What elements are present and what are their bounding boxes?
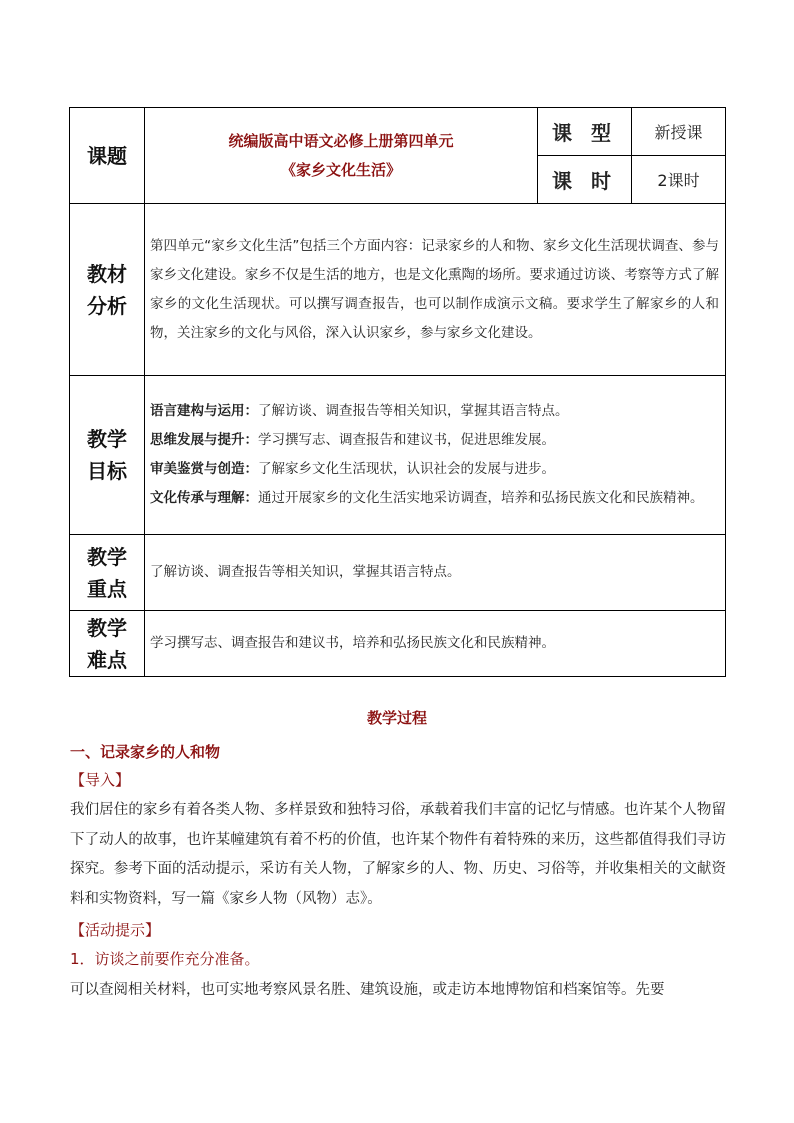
section-heading: 一、记录家乡的人和物 — [70, 743, 221, 761]
intro-paragraph: 我们居住的家乡有着各类人物、多样景致和独特习俗，承载着我们丰富的记忆与情感。也许某个人物留下了动人的故事，也许某幢建筑有着不朽的价值，也许某个物件有着特殊的来历，这些都值得我们寻访探究。参考下面的活动提示，采访有关人物，了解家乡的人、物、历史、习俗等，并收集相关的文献资料和实物资料，写一篇《家乡人物（风物）志》。 — [70, 802, 726, 907]
lesson-title-line2: 《家乡文化生活》 — [280, 160, 401, 179]
class-hours-value: 2课时 — [632, 156, 726, 204]
label-topic — [70, 108, 145, 204]
analysis-label-b: 分析 — [87, 293, 127, 318]
goal-item — [150, 397, 719, 426]
goals-list — [145, 376, 726, 535]
step-heading: 1．访谈之前要作充分准备。 — [70, 950, 260, 968]
focus-label-b: 重点 — [87, 576, 127, 601]
row-goals — [70, 376, 726, 535]
difficulty-text: 学习撰写志、调查报告和建议书，培养和弘扬民族文化和民族精神。 — [145, 611, 726, 677]
class-hours-label: 课 时 — [538, 156, 632, 204]
label-difficulty — [70, 611, 145, 677]
goal-text: 了解家乡文化生活现状，认识社会的发展与进步。 — [258, 461, 555, 477]
goal-item — [150, 455, 719, 484]
row-title — [70, 108, 726, 156]
goal-key: 审美鉴赏与创造： — [150, 461, 258, 477]
difficulty-label-b: 难点 — [87, 647, 127, 672]
focus-text: 了解访谈、调查报告等相关知识，掌握其语言特点。 — [145, 535, 726, 611]
class-type-label: 课 型 — [538, 108, 632, 156]
lesson-title-line1: 统编版高中语文必修上册第四单元 — [228, 131, 454, 150]
lesson-plan-table — [69, 107, 726, 677]
class-type-value: 新授课 — [632, 108, 726, 156]
goal-text: 通过开展家乡的文化生活实地采访调查，培养和弘扬民族文化和民族精神。 — [258, 490, 704, 506]
focus-label-a: 教学 — [87, 544, 127, 569]
goals-label-b: 目标 — [87, 459, 127, 483]
goals-label-a: 教学 — [87, 427, 127, 451]
label-analysis — [70, 204, 145, 376]
tips-tag: 【活动提示】 — [70, 921, 161, 939]
goal-text: 学习撰写志、调查报告和建议书，促进思维发展。 — [258, 432, 555, 448]
goal-item — [150, 426, 719, 455]
lesson-title — [145, 108, 538, 204]
intro-tag: 【导入】 — [70, 771, 131, 789]
row-focus — [70, 535, 726, 611]
analysis-label-a: 教材 — [87, 261, 127, 286]
row-analysis — [70, 204, 726, 376]
row-difficulty — [70, 611, 726, 677]
goal-key: 思维发展与提升： — [150, 432, 258, 448]
label-goals — [70, 376, 145, 535]
goal-key: 语言建构与运用： — [150, 403, 258, 419]
analysis-text: 第四单元“家乡文化生活”包括三个方面内容：记录家乡的人和物、家乡文化生活现状调查、参与家乡文化建设。家乡不仅是生活的地方，也是文化熏陶的场所。要求通过访谈、考察等方式了解家乡的文化生活现状。可以撰写调查报告，也可以制作成演示文稿。要求学生了解家乡的人和物，关注家乡的文化与风俗，深入认识家乡，参与家乡文化建设。 — [145, 204, 726, 376]
label-focus — [70, 535, 145, 611]
goal-text: 了解访谈、调查报告等相关知识，掌握其语言特点。 — [258, 403, 569, 419]
goal-item — [150, 484, 719, 513]
topic-label-text: 课题 — [87, 143, 127, 168]
process-title: 教学过程 — [366, 709, 427, 727]
step-paragraph: 可以查阅相关材料，也可实地考察风景名胜、建筑设施，或走访本地博物馆和档案馆等。先要 — [70, 982, 665, 998]
goal-key: 文化传承与理解： — [150, 490, 258, 506]
difficulty-label-a: 教学 — [87, 615, 127, 640]
